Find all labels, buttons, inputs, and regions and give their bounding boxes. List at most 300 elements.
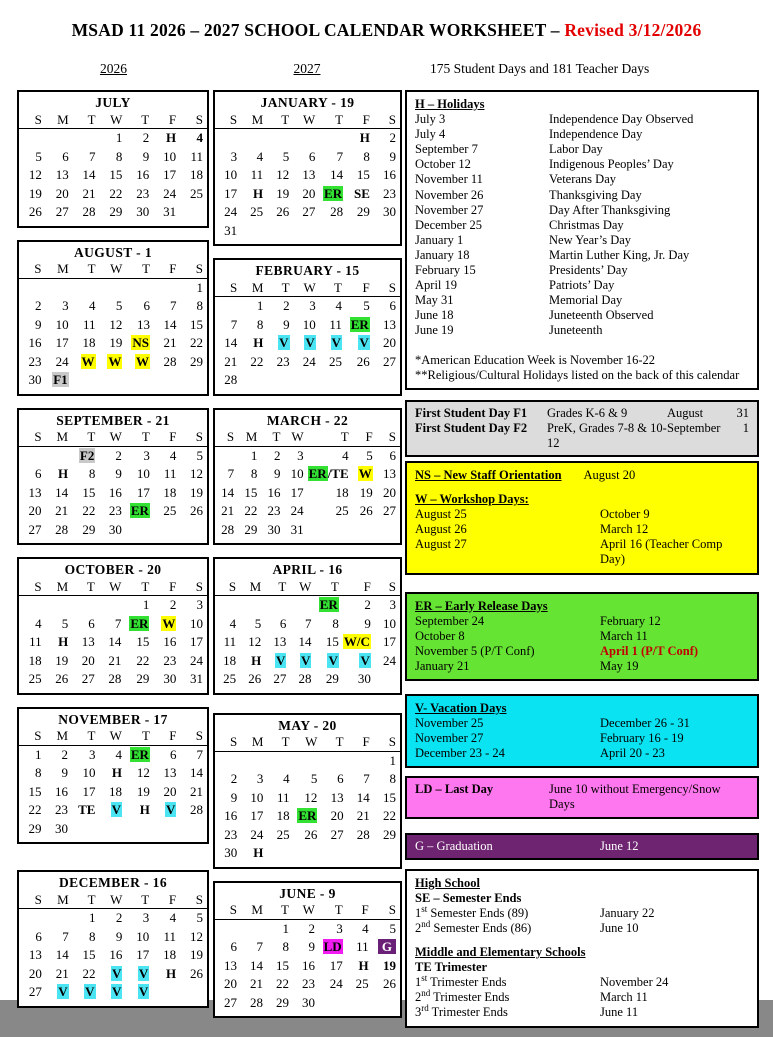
day-cell — [267, 222, 293, 241]
day-cell — [241, 129, 267, 148]
day-cell: 17 — [136, 947, 150, 963]
day-cell: 17 — [250, 808, 264, 824]
week-row — [215, 446, 400, 465]
ns-heading: NS – New Staff Orientation — [415, 467, 562, 482]
day-cell: 19 — [55, 652, 69, 668]
holiday-date: February 15 — [415, 263, 476, 278]
weekday-header-row — [19, 728, 207, 746]
weekday-header: M — [241, 734, 267, 752]
day-cell: 24 — [224, 204, 238, 220]
day-cell: 22 — [190, 335, 203, 351]
weekday-header-row — [215, 578, 400, 596]
day-cell — [241, 371, 267, 390]
day-cell: 5 — [363, 298, 370, 314]
weekday-header: F — [347, 902, 373, 920]
day-code: SE — [353, 185, 370, 201]
day-cell — [126, 745, 154, 764]
trimester-list — [415, 975, 749, 1020]
month-title: AUGUST - 1 — [73, 244, 152, 260]
week-row — [19, 801, 207, 820]
first-student-grades: PreK, Grades 7-8 & 10-12 — [547, 420, 667, 450]
day-cell: 25 — [328, 353, 342, 369]
day-cell: 24 — [163, 185, 177, 201]
vacation-row-left: December 23 - 24 — [415, 746, 505, 761]
weekday-header: S — [19, 578, 46, 596]
weekday-header: W — [100, 111, 127, 129]
day-cell — [180, 371, 207, 390]
day-cell: 4 — [89, 298, 96, 314]
day-cell: 6 — [169, 746, 177, 762]
day-cell: 14 — [108, 634, 122, 650]
day-cell: 4 — [229, 615, 237, 631]
day-code: F1 — [53, 372, 68, 388]
day-cell: 5 — [366, 447, 373, 463]
day-cell: 10 — [136, 466, 150, 482]
day-cell: 31 — [190, 671, 203, 687]
early-release-list — [415, 614, 749, 674]
holiday-date: May 31 — [415, 293, 454, 308]
day-cell: 12 — [190, 928, 203, 944]
weekday-header: S — [377, 429, 400, 447]
day-cell — [215, 919, 241, 938]
day-cell — [72, 446, 99, 465]
day-cell — [215, 129, 241, 148]
day-cell — [293, 222, 319, 241]
day-cell: 10 — [55, 316, 69, 332]
day-cell: 14 — [221, 484, 235, 500]
day-cell — [353, 465, 377, 484]
day-cell — [294, 371, 320, 390]
day-cell: 26 — [359, 503, 373, 519]
day-cell: 5 — [282, 148, 290, 164]
first-student-row — [415, 406, 749, 421]
day-code: V — [279, 335, 289, 351]
day-cell: 11 — [163, 466, 177, 482]
day-cell: 10 — [383, 615, 396, 631]
day-cell — [153, 129, 180, 148]
weekday-header: F — [153, 891, 180, 909]
day-cell: 28 — [108, 671, 122, 687]
weekday-header: S — [215, 578, 240, 596]
day-cell: 25 — [223, 671, 237, 687]
day-code: H — [57, 466, 69, 482]
day-code: H — [358, 957, 369, 973]
day-cell: 24 — [290, 503, 304, 519]
day-cell — [153, 983, 180, 1002]
day-cell: 8 — [332, 615, 339, 631]
holiday-row — [415, 308, 749, 323]
weekday-header: T — [126, 728, 154, 746]
day-cell: 20 — [28, 965, 42, 981]
day-cell — [347, 957, 373, 976]
day-cell: 2 — [364, 597, 371, 613]
day-cell — [347, 129, 374, 148]
day-cell — [240, 652, 265, 671]
holiday-name: Presidents’ Day — [549, 263, 628, 278]
holiday-name: Independence Day — [549, 127, 643, 142]
day-code: ER — [130, 503, 149, 519]
month-title: MAY - 20 — [278, 717, 337, 733]
day-cell: 20 — [330, 808, 344, 824]
first-student-day-box — [405, 400, 759, 457]
day-cell: 4 — [362, 920, 369, 936]
day-cell: 7 — [89, 148, 96, 164]
day-cell: 2 — [230, 771, 238, 787]
day-cell — [315, 652, 342, 671]
week-row — [215, 521, 400, 540]
day-cell: 2 — [169, 597, 177, 613]
weekday-header: T — [72, 728, 99, 746]
day-cell: 2 — [115, 447, 122, 463]
day-cell — [153, 965, 180, 984]
day-cell: 6 — [62, 148, 69, 164]
weekday-header: W — [294, 279, 320, 297]
day-cell — [373, 957, 400, 976]
day-cell — [100, 965, 127, 984]
day-cell — [19, 278, 45, 297]
day-cell — [180, 129, 207, 148]
first-student-date — [667, 421, 749, 451]
day-cell: 14 — [330, 167, 344, 183]
weekday-header: T — [319, 902, 347, 920]
day-cell: 5 — [35, 148, 42, 164]
day-cell: 1 — [142, 597, 150, 613]
calendar-may — [213, 713, 402, 869]
day-cell: 24 — [190, 652, 203, 668]
weekday-header: W — [293, 111, 319, 129]
week-row — [215, 975, 400, 994]
day-cell — [100, 353, 127, 372]
day-cell: 11 — [277, 789, 290, 805]
month-title: APRIL - 16 — [272, 562, 343, 577]
day-cell: 7 — [336, 148, 344, 164]
day-cell: 18 — [28, 652, 42, 668]
holiday-name: Independence Day Observed — [549, 112, 694, 127]
day-cell — [315, 596, 342, 615]
day-cell: 11 — [163, 928, 177, 944]
week-row — [19, 783, 207, 802]
day-cell: 8 — [389, 771, 396, 787]
day-cell — [126, 353, 154, 372]
week-row — [19, 965, 207, 984]
week-row — [19, 946, 207, 965]
day-cell — [267, 751, 293, 770]
early-release-row — [415, 629, 749, 644]
day-cell: 22 — [244, 503, 258, 519]
week-row — [215, 633, 400, 652]
day-cell: 16 — [28, 335, 42, 351]
ns-line — [415, 468, 749, 483]
day-cell: 8 — [363, 148, 370, 164]
calendar-june — [213, 881, 402, 1019]
holiday-row — [415, 203, 749, 218]
day-cell: 11 — [29, 634, 42, 650]
day-cell: 18 — [335, 484, 349, 500]
early-release-box — [405, 592, 759, 681]
day-cell: 13 — [273, 634, 287, 650]
day-code: H — [251, 652, 262, 668]
weekday-header: S — [180, 728, 207, 746]
month-title: MARCH - 22 — [266, 412, 349, 428]
day-cell — [319, 129, 347, 148]
first-student-month: September — [667, 420, 721, 435]
day-cell — [374, 371, 400, 390]
day-cell: 30 — [224, 845, 238, 861]
term-date: June 11 — [600, 1005, 639, 1020]
holiday-date: December 25 — [415, 217, 482, 232]
last-day-label: LD – Last Day — [415, 782, 494, 797]
weekday-header: T — [320, 279, 346, 297]
day-cell — [73, 371, 100, 390]
week-row — [19, 185, 207, 204]
day-cell: 7 — [227, 466, 235, 482]
holiday-date: July 3 — [415, 112, 446, 127]
week-row — [19, 521, 207, 540]
term-label: 2nd Semester Ends (86) — [415, 918, 532, 935]
day-cell — [294, 844, 322, 863]
weekday-header: T — [125, 578, 153, 596]
weekday-header: T — [321, 734, 347, 752]
day-cell: 25 — [190, 185, 203, 201]
day-cell: 1 — [89, 910, 96, 926]
day-cell: 9 — [115, 466, 122, 482]
day-cell — [319, 222, 347, 241]
day-code: 19 — [383, 957, 396, 973]
term-label: 1st Trimester Ends — [415, 973, 507, 990]
weekday-header: S — [375, 578, 400, 596]
day-cell: 15 — [190, 316, 203, 332]
day-cell — [72, 596, 99, 615]
day-cell — [267, 334, 293, 353]
early-release-row — [415, 659, 749, 674]
weekday-header: T — [72, 578, 99, 596]
day-cell: 19 — [359, 484, 373, 500]
calendar-column-2027 — [213, 90, 402, 1030]
week-row — [215, 670, 400, 689]
day-code: H — [359, 130, 370, 146]
holiday-row — [415, 188, 749, 203]
day-cell: 4 — [115, 746, 122, 762]
day-cell — [99, 820, 126, 839]
week-row — [19, 652, 207, 671]
day-code: V — [111, 802, 121, 818]
holiday-name: Veterans Day — [549, 172, 616, 187]
day-cell — [290, 652, 315, 671]
day-cell: 4 — [342, 447, 349, 463]
holiday-name: Indigenous Peoples’ Day — [549, 157, 674, 172]
day-cell: 27 — [383, 353, 396, 369]
year-label-2026: 2026 — [100, 61, 127, 76]
workshop-box — [405, 461, 759, 575]
day-cell: 25 — [355, 976, 369, 992]
early-release-right: April 1 (P/T Conf) — [600, 643, 699, 658]
week-row — [215, 465, 400, 484]
calendar-january — [213, 90, 402, 246]
day-cell: 7 — [169, 298, 177, 314]
week-row — [19, 166, 207, 185]
weekday-header: T — [267, 279, 293, 297]
week-row — [19, 928, 207, 947]
day-cell — [373, 938, 400, 957]
day-cell — [19, 909, 46, 928]
day-code: 4 — [196, 130, 203, 146]
weekday-header: W — [99, 429, 126, 447]
week-row — [19, 909, 207, 928]
day-cell — [73, 278, 100, 297]
day-cell: 1 — [250, 447, 258, 463]
month-grid — [215, 578, 400, 689]
weekday-header: T — [319, 111, 347, 129]
weekday-header: M — [241, 279, 267, 297]
weekday-header: T — [73, 111, 100, 129]
day-cell: 6 — [389, 298, 396, 314]
day-cell: 21 — [108, 652, 122, 668]
term-label: 1st Semester Ends (89) — [415, 903, 529, 920]
week-row — [19, 129, 207, 148]
day-cell — [72, 820, 99, 839]
day-cell: 12 — [276, 167, 290, 183]
weekday-header: S — [374, 279, 400, 297]
month-title: SEPTEMBER - 21 — [56, 412, 170, 428]
day-cell: 30 — [108, 521, 122, 537]
day-cell: 28 — [190, 802, 203, 818]
day-cell: 23 — [276, 353, 290, 369]
weekday-header: S — [19, 111, 46, 129]
day-cell — [343, 633, 375, 652]
day-code: H — [253, 335, 264, 351]
day-cell: 19 — [136, 783, 150, 799]
day-code: H — [139, 802, 150, 818]
day-cell — [293, 129, 319, 148]
day-cell: 12 — [304, 789, 318, 805]
day-cell: 16 — [136, 167, 150, 183]
week-row — [215, 166, 400, 185]
day-cell: 13 — [163, 765, 177, 781]
day-cell: 3 — [196, 597, 203, 613]
day-cell — [373, 994, 400, 1013]
day-cell: 30 — [163, 671, 177, 687]
day-cell: 16 — [108, 484, 122, 500]
day-cell — [265, 652, 290, 671]
day-cell: 17 — [290, 484, 304, 500]
last-day-text: June 10 without Emergency/Snow Days — [549, 782, 721, 812]
week-row — [19, 502, 207, 521]
day-code: NS — [132, 335, 150, 351]
holiday-name: Juneteenth Observed — [549, 308, 654, 323]
day-cell: 5 — [389, 920, 396, 936]
day-cell: 13 — [137, 316, 151, 332]
day-cell — [126, 801, 154, 820]
weekday-header: S — [215, 429, 238, 447]
weekday-header: T — [126, 111, 153, 129]
weekday-header-row — [19, 111, 207, 129]
term-label: 2nd Trimester Ends — [415, 988, 510, 1005]
day-cell: 3 — [88, 746, 96, 762]
day-code: LD — [323, 939, 342, 955]
day-cell — [126, 965, 153, 984]
last-day-box — [405, 776, 759, 818]
day-cell — [319, 185, 347, 204]
day-cell: 17 — [163, 167, 177, 183]
day-cell: 3 — [230, 148, 238, 164]
holiday-row — [415, 218, 749, 233]
weekday-header: F — [154, 261, 180, 279]
day-code: V — [138, 984, 149, 1000]
day-cell: 4 — [283, 771, 290, 787]
day-cell: 3 — [143, 447, 150, 463]
day-cell — [46, 983, 73, 1002]
day-code: V — [331, 335, 341, 351]
day-cell — [215, 596, 240, 615]
day-cell: 11 — [223, 634, 237, 650]
day-cell: 11 — [250, 167, 264, 183]
week-row — [215, 789, 400, 808]
month-grid — [215, 902, 400, 1013]
day-cell: 21 — [55, 503, 69, 519]
weekday-header-row — [215, 279, 400, 297]
day-cell: 16 — [224, 808, 238, 824]
day-cell — [180, 820, 207, 839]
day-cell: 24 — [302, 353, 316, 369]
first-student-date — [667, 406, 749, 421]
day-cell: 29 — [356, 204, 370, 220]
holiday-date: November 26 — [415, 187, 484, 202]
day-cell: 25 — [276, 826, 290, 842]
day-cell — [241, 919, 267, 938]
day-cell: 13 — [28, 484, 42, 500]
weekday-header: S — [180, 578, 207, 596]
holiday-row — [415, 278, 749, 293]
day-code: H — [253, 185, 264, 201]
day-cell: 30 — [28, 372, 42, 388]
day-cell — [294, 334, 320, 353]
day-cell: 9 — [308, 939, 315, 955]
day-cell — [346, 371, 374, 390]
day-cell: 26 — [304, 826, 318, 842]
day-cell: 5 — [254, 615, 262, 631]
day-cell: 20 — [383, 335, 396, 351]
day-cell: 10 — [82, 765, 96, 781]
early-release-row — [415, 644, 749, 659]
day-code: V — [360, 652, 370, 668]
day-code: H — [165, 965, 177, 981]
day-cell: 20 — [163, 783, 177, 799]
workshop-row-right: October 9 — [600, 507, 650, 522]
day-cell: 6 — [337, 771, 344, 787]
day-cell — [154, 371, 180, 390]
calendar-october — [17, 557, 209, 695]
holiday-name: New Year’s Day — [549, 232, 632, 247]
day-code: W — [358, 466, 372, 482]
day-cell: 22 — [82, 503, 96, 519]
week-row — [215, 751, 400, 770]
day-cell: 9 — [283, 316, 290, 332]
week-row — [19, 484, 207, 503]
day-cell: 14 — [82, 167, 96, 183]
day-cell — [19, 129, 46, 148]
week-row — [19, 334, 207, 353]
day-cell: 29 — [190, 353, 203, 369]
vacation-row-right: December 26 - 31 — [600, 716, 690, 731]
day-cell: 26 — [383, 976, 396, 992]
workshop-row — [415, 537, 749, 567]
month-title: JANUARY - 19 — [260, 95, 355, 110]
day-cell — [241, 751, 267, 770]
day-cell: 21 — [82, 185, 96, 201]
day-code: V — [305, 335, 315, 351]
day-cell: 15 — [109, 167, 123, 183]
weekday-header: W — [293, 902, 319, 920]
